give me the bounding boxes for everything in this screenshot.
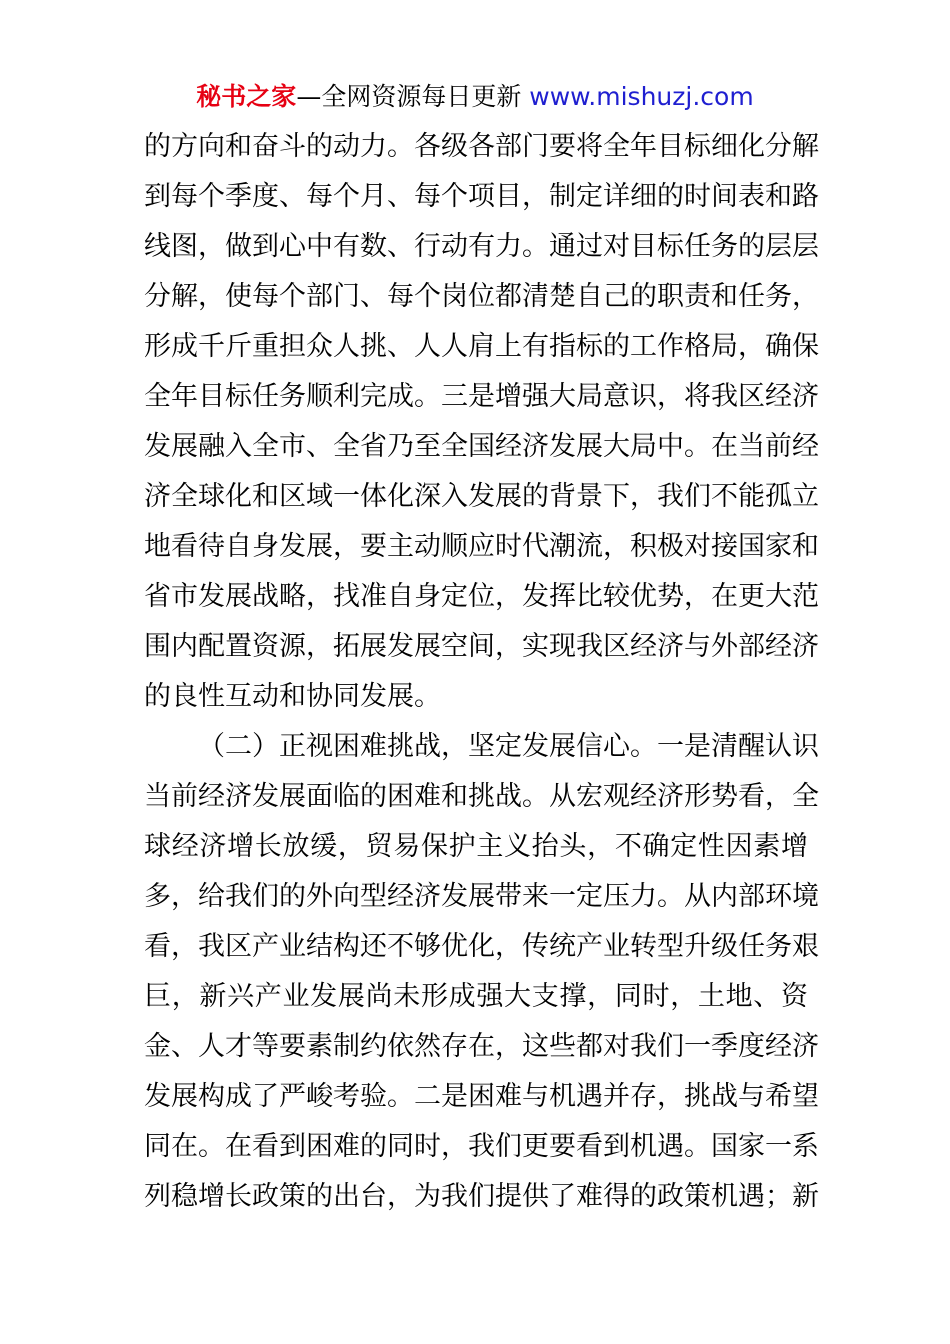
text-line: 当前经济发展面临的困难和挑战。从宏观经济形势看，全	[144, 781, 819, 812]
page-header	[0, 80, 950, 114]
text-line: 的方向和奋斗的动力。各级各部门要将全年目标细化分解	[144, 131, 819, 162]
text-line: 金、人才等要素制约依然存在，这些都对我们一季度经济	[144, 1031, 819, 1062]
text-line: 全年目标任务顺利完成。三是增强大局意识，将我区经济	[144, 381, 819, 412]
paragraph-2	[144, 722, 819, 1222]
header-tagline: —全网资源每日更新	[296, 82, 530, 111]
text-line: 省市发展战略，找准自身定位，发挥比较优势，在更大范	[144, 581, 819, 612]
text-line: 同在。在看到困难的同时，我们更要看到机遇。国家一系	[144, 1131, 819, 1162]
paragraph-1	[144, 122, 819, 722]
text-line: 发展构成了严峻考验。二是困难与机遇并存，挑战与希望	[144, 1081, 819, 1112]
text-line: 线图，做到心中有数、行动有力。通过对目标任务的层层	[144, 231, 819, 262]
text-line: 的良性互动和协同发展。	[144, 681, 441, 712]
text-line: 到每个季度、每个月、每个项目，制定详细的时间表和路	[144, 181, 819, 212]
text-line: 球经济增长放缓，贸易保护主义抬头，不确定性因素增	[144, 831, 808, 862]
text-line: 看，我区产业结构还不够优化，传统产业转型升级任务艰	[144, 931, 819, 962]
text-line: 围内配置资源，拓展发展空间，实现我区经济与外部经济	[144, 631, 819, 662]
header-site-url[interactable]: www.mishuzj.com	[529, 82, 754, 111]
text-line: 发展融入全市、全省乃至全国经济发展大局中。在当前经	[144, 431, 819, 462]
text-line: 形成千斤重担众人挑、人人肩上有指标的工作格局，确保	[144, 331, 819, 362]
text-line: （二）正视困难挑战，坚定发展信心。一是清醒认识	[198, 731, 819, 762]
document-body	[144, 122, 819, 1222]
text-line: 巨，新兴产业发展尚未形成强大支撑，同时，土地、资	[144, 981, 808, 1012]
header-brand: 秘书之家	[196, 82, 297, 111]
text-line: 地看待自身发展，要主动顺应时代潮流，积极对接国家和	[144, 531, 819, 562]
text-line: 分解，使每个部门、每个岗位都清楚自己的职责和任务，	[144, 281, 819, 312]
text-line: 列稳增长政策的出台，为我们提供了难得的政策机遇；新	[144, 1181, 819, 1212]
text-line: 济全球化和区域一体化深入发展的背景下，我们不能孤立	[144, 481, 819, 512]
text-line: 多，给我们的外向型经济发展带来一定压力。从内部环境	[144, 881, 819, 912]
